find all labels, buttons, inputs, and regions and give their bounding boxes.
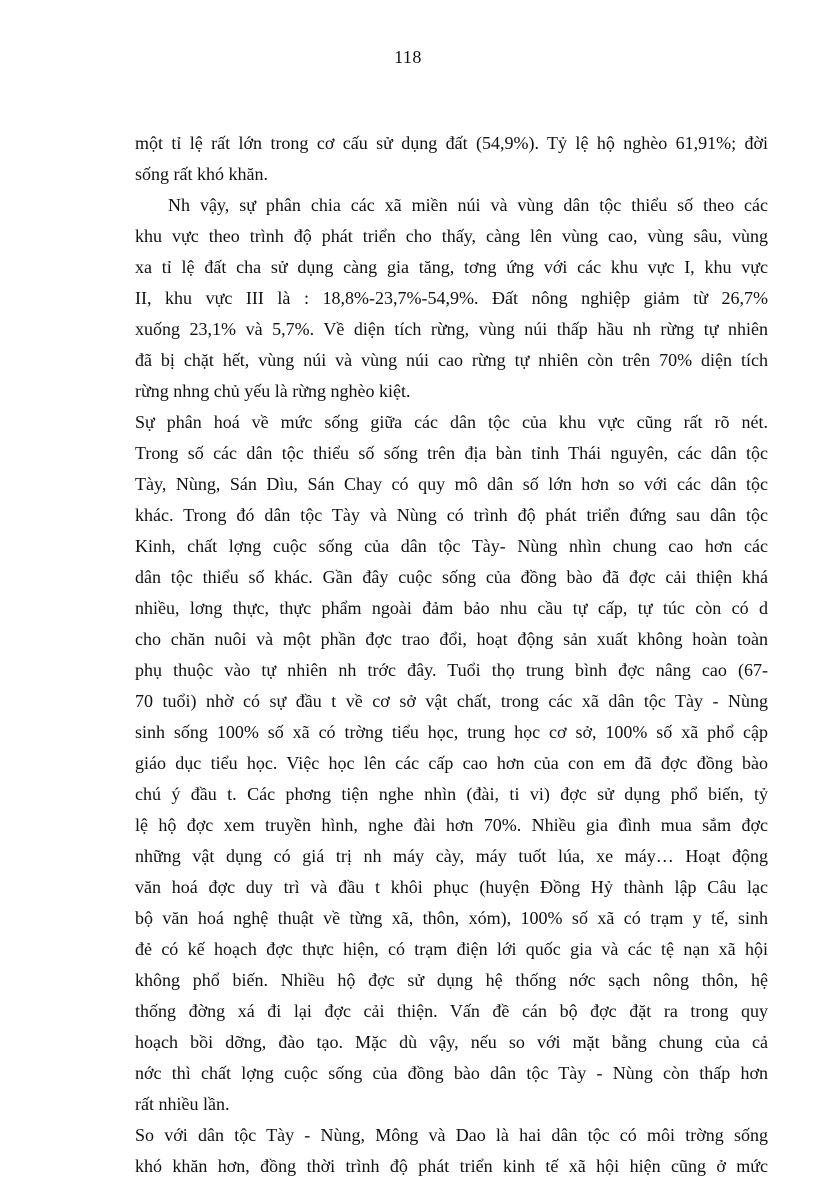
text-line: sống rất khó khăn. [135, 164, 268, 184]
paragraph-3 [135, 407, 768, 1120]
paragraph-4 [135, 1120, 768, 1182]
text-line: II, khu vực III là : 18,8%-23,7%-54,9%. Đất nông nghiệp giảm từ 26,7% [135, 288, 768, 308]
text-line: rừng nhng chủ yếu là rừng nghèo kiệt. [135, 381, 411, 401]
text-line: Nh vậy, sự phân chia các xã miền núi và vùng dân tộc thiểu số theo các [168, 195, 768, 215]
text-line: cho chăn nuôi và một phần đợc trao đổi, hoạt động sản xuất không hoàn toàn [135, 629, 768, 649]
paragraph-1 [135, 128, 768, 190]
text-line: Sự phân hoá về mức sống giữa các dân tộc của khu vực cũng rất rõ nét. [135, 412, 768, 432]
text-line: 70 tuổi) nhờ có sự đầu t về cơ sở vật chất, trong các xã dân tộc Tày - Nùng [135, 691, 768, 711]
page-number: 118 [394, 47, 422, 67]
text-line: không phổ biến. Nhiều hộ đợc sử dụng hệ thống nớc sạch nông thôn, hệ [135, 970, 768, 990]
text-line: lệ hộ đợc xem truyền hình, nghe đài hơn 70%. Nhiều gia đình mua sắm đợc [135, 815, 768, 835]
text-line: xuống 23,1% và 5,7%. Về diện tích rừng, vùng núi thấp hầu nh rừng tự nhiên [135, 319, 768, 339]
paragraph-2 [135, 190, 768, 407]
text-line: Kinh, chất lợng cuộc sống của dân tộc Tày- Nùng nhìn chung cao hơn các [135, 536, 768, 556]
text-line: sinh sống 100% số xã có trờng tiểu học, trung học cơ sở, 100% số xã phổ cập [135, 722, 768, 742]
text-line: khác. Trong đó dân tộc Tày và Nùng có trình độ phát triển đứng sau dân tộc [135, 505, 768, 525]
text-line: Tày, Nùng, Sán Dìu, Sán Chay có quy mô dân số lớn hơn so với các dân tộc [135, 474, 768, 494]
text-line: khu vực theo trình độ phát triển cho thấy, càng lên vùng cao, vùng sâu, vùng [135, 226, 768, 246]
text-line: bộ văn hoá nghệ thuật về từng xã, thôn, xóm), 100% số xã có trạm y tế, sinh [135, 908, 768, 928]
text-line: giáo dục tiểu học. Việc học lên các cấp cao hơn của con em đã đợc đồng bào [135, 753, 768, 773]
text-line: phụ thuộc vào tự nhiên nh trớc đây. Tuổi thọ trung bình đợc nâng cao (67- [135, 660, 768, 680]
text-line: đã bị chặt hết, vùng núi và vùng núi cao rừng tự nhiên còn trên 70% diện tích [135, 350, 768, 370]
text-line: chú ý đầu t. Các phơng tiện nghe nhìn (đài, ti vi) đợc sử dụng phổ biến, tỷ [135, 784, 768, 804]
text-line: đẻ có kế hoạch đợc thực hiện, có trạm điện lới quốc gia và các tệ nạn xã hội [135, 939, 768, 959]
text-line: So với dân tộc Tày - Nùng, Mông và Dao là hai dân tộc có môi trờng sống [135, 1125, 768, 1145]
document-body [135, 128, 768, 1182]
text-line: văn hoá đợc duy trì và đầu t khôi phục (huyện Đồng Hỷ thành lập Câu lạc [135, 877, 768, 897]
text-line: một tỉ lệ rất lớn trong cơ cấu sử dụng đất (54,9%). Tỷ lệ hộ nghèo 61,91%; đời [135, 133, 768, 153]
text-line: những vật dụng có giá trị nh máy cày, máy tuốt lúa, xe máy… Hoạt động [135, 846, 768, 866]
text-line: khó khăn hơn, đồng thời trình độ phát triển kinh tế xã hội hiện cũng ở mức [135, 1156, 768, 1176]
text-line: thống đờng xá đi lại đợc cải thiện. Vấn đề cán bộ đợc đặt ra trong quy [135, 1001, 768, 1021]
text-line: nớc thì chất lợng cuộc sống của đồng bào dân tộc Tày - Nùng còn thấp hơn [135, 1063, 768, 1083]
text-line: Trong số các dân tộc thiểu số sống trên địa bàn tỉnh Thái nguyên, các dân tộc [135, 443, 768, 463]
text-line: dân tộc thiểu số khác. Gần đây cuộc sống của đồng bào đã đợc cải thiện khá [135, 567, 768, 587]
text-line: nhiều, lơng thực, thực phẩm ngoài đảm bảo nhu cầu tự cấp, tự túc còn có d [135, 598, 768, 618]
text-line: rất nhiều lần. [135, 1094, 230, 1114]
text-line: hoạch bồi dỡng, đào tạo. Mặc dù vậy, nếu so với mặt bằng chung của cả [135, 1032, 768, 1052]
text-line: xa tỉ lệ đất cha sử dụng càng gia tăng, tơng ứng với các khu vực I, khu vực [135, 257, 768, 277]
